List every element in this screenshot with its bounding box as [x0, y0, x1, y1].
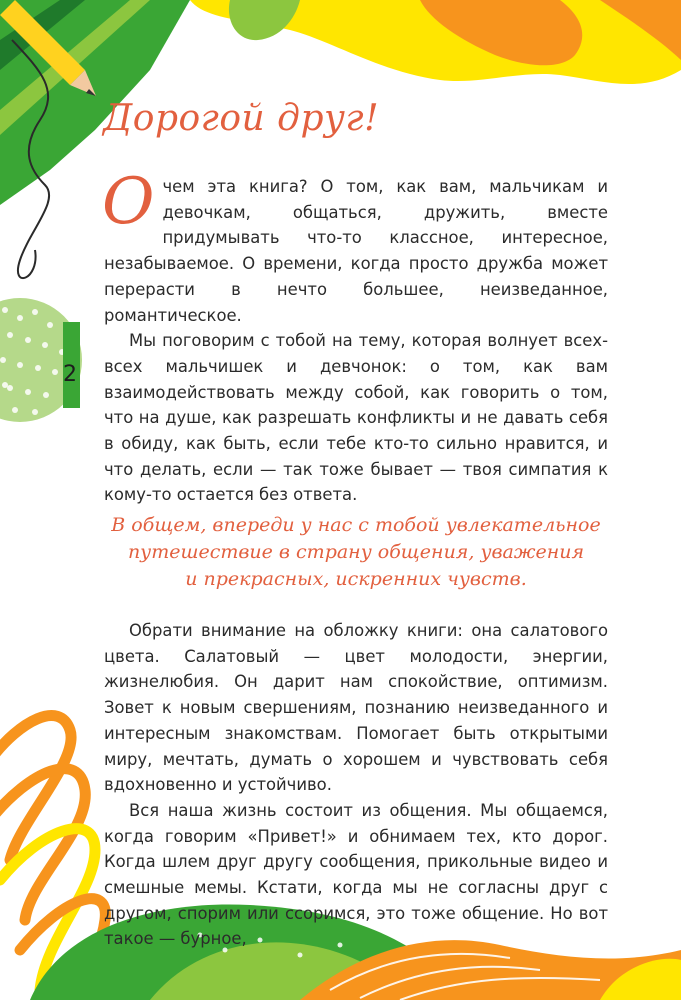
paragraph-2: Мы поговорим с тобой на тему, которая волнует всех-всех мальчишек и девчонок: о том, как вам взаимодействовать между собой, как говорить о том, что на душе, как разрешать конфликты и не давать себя в обиду, как быть, если тебе кто-то сильно нравится, и что делать, если — так тоже бывает — твоя симпатия к кому-то остается без ответа. [104, 331, 608, 505]
intro-text [102, 165, 608, 508]
green-blob-top [229, 0, 300, 40]
page-number: 2 [63, 362, 77, 387]
highlight-quote [104, 512, 608, 593]
quote-line-1: В общем, впереди у нас с тобой увлекательное [111, 514, 601, 536]
drop-cap: О [102, 165, 155, 239]
quote-line-3: и прекрасных, искренних чувств. [185, 568, 527, 590]
paragraph-3: Обрати внимание на обложку книги: она салатового цвета. Салатовый — цвет молодости, энергии, жизнелюбия. Он дарит нам спокойствие, оптимизм. Зовет к новым свершениям, познанию неизведанного и интересным знакомствам. Помогает быть открытыми миру, мечтать, думать о хорошем и чувствовать себя вдохновенно и устойчиво. [104, 621, 608, 795]
paragraph-4: Вся наша жизнь состоит из общения. Мы общаемся, когда говорим «Привет!» и обнимаем тех, кто дорог. Когда шлем друг другу сообщения, прикольные видео и смешные мемы. Кстати, когда мы не согласны друг с другом, спорим или ссоримся, это тоже общение. Но вот такое — бурное, [104, 800, 608, 949]
body-text [104, 618, 608, 952]
page-title: Дорогой друг! [103, 98, 380, 139]
quote-line-2: путешествие в страну общения, уважения [127, 541, 585, 563]
paragraph-1: чем эта книга? О том, как вам, мальчикам и девочкам, общаться, дружить, вместе придумывать что-то классное, интересное, незабываемое. О времени, когда просто дружба может перерасти в нечто большее, неизведанное, романтическое. [104, 177, 608, 325]
